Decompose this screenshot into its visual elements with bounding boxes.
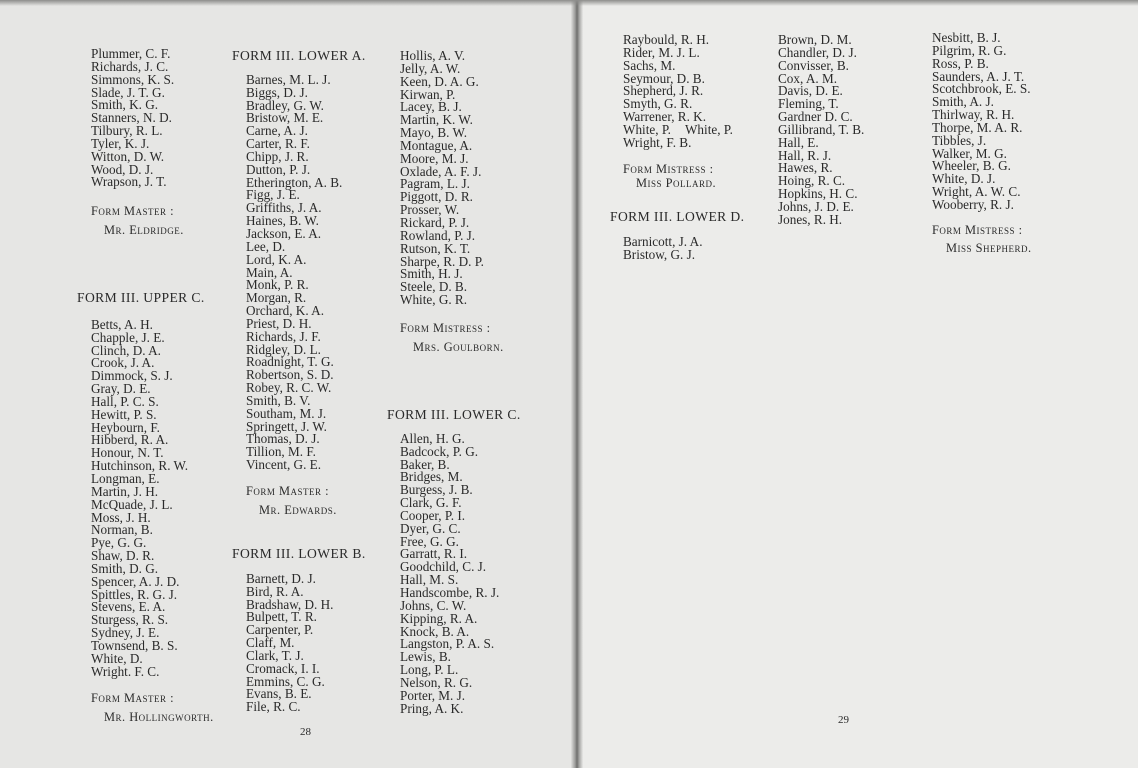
list-item: Keen, D. A. G. (400, 73, 479, 89)
list-item: File, R. C. (246, 699, 301, 715)
list-item: White, D. J. (932, 171, 996, 187)
list-item: Smyth, G. R. (623, 96, 693, 112)
name-list (77, 316, 214, 679)
list-item: Etherington, A. B. (246, 174, 343, 190)
list-item: Biggs, D. J. (246, 84, 308, 100)
form-heading: FORM III. LOWER D. (610, 209, 745, 224)
list-item: Simmons, K. S. (91, 71, 175, 87)
list-item: Dutton, P. J. (246, 161, 311, 177)
list-item: Orchard, K. A. (246, 303, 325, 319)
list-item: Morgan, R. (246, 290, 307, 306)
list-item: Montague, A. (400, 137, 473, 153)
list-item: Sturgess, R. S. (91, 612, 169, 628)
list-item: Nesbitt, B. J. (932, 30, 1001, 45)
list-item: Witton, D. W. (91, 148, 165, 164)
list-item: Burgess, J. B. (400, 482, 473, 498)
list-item: Wright, A. W. C. (932, 184, 1021, 200)
name-list (623, 134, 733, 150)
list-item: Bristow, M. E. (246, 110, 324, 126)
form-master-label: Form Master : (246, 484, 330, 498)
list-item: Pilgrim, R. G. (932, 42, 1007, 58)
list-item: Martin, K. W. (400, 112, 473, 128)
form-mistress-name: Miss Pollard. (636, 176, 717, 191)
list-item: Free, G. G. (400, 533, 459, 549)
list-item: Walker, M. G. (932, 145, 1007, 161)
list-item: Smith, D. G. (91, 560, 159, 576)
list-item: Plummer, C. F. (91, 46, 171, 61)
list-item: Long, P. L. (400, 662, 459, 678)
list-item: Cox, A. M. (778, 70, 837, 86)
left-col-3b (387, 409, 521, 715)
list-item: White, P. White, P. (623, 121, 733, 137)
right-col-1b (610, 211, 744, 262)
list-item: Langston, P. A. S. (400, 636, 495, 652)
list-item: Wrapson, J. T. (91, 174, 167, 190)
list-item: Emmins, C. G. (246, 673, 325, 689)
list-item: Robertson, S. D. (246, 367, 334, 383)
list-item: Piggott, D. R. (400, 189, 473, 205)
name-list (91, 48, 184, 189)
page-top-edge (0, 0, 1138, 6)
list-item: Knock, B. A. (400, 623, 470, 639)
left-col-2b (232, 548, 366, 714)
list-item: Griffiths, J. A. (246, 200, 322, 216)
list-item: Ross, P. B. (932, 55, 989, 71)
right-col-2 (778, 34, 864, 227)
name-list (778, 34, 864, 227)
list-item: Lord, K. A. (246, 251, 307, 267)
list-item: Jelly, A. W. (400, 60, 461, 76)
form-heading: FORM III. LOWER C. (387, 407, 521, 422)
list-item: Moore, M. J. (400, 150, 469, 166)
list-item: Davis, D. E. (778, 83, 843, 99)
list-item: Rowland, P. J. (400, 227, 476, 243)
form-mistress-label: Form Mistress : (623, 161, 714, 176)
list-item: Sachs, M. (623, 57, 676, 73)
list-item: Carter, R. F. (246, 136, 310, 152)
form-mistress-label: Form Mistress : (932, 222, 1023, 237)
list-item: Richards, J. C. (91, 58, 169, 74)
list-item: Hibberd, R. A. (91, 432, 169, 448)
list-item: Mayo, B. W. (400, 125, 468, 141)
list-item: Hawes, R. (778, 160, 833, 176)
list-item: Hall, M. S. (400, 572, 459, 588)
list-item: Pagram, L. J. (400, 176, 470, 192)
list-item: McQuade, J. L. (91, 496, 173, 512)
page-number: 29 (838, 714, 849, 726)
name-list (232, 71, 366, 473)
list-item: Smith, B. V. (246, 392, 311, 408)
list-item: Sydney, J. E. (91, 625, 160, 641)
list-item: Bristow, G. J. (623, 246, 696, 262)
list-item: Ridgley, D. L. (246, 341, 321, 357)
form-heading: FORM III. LOWER B. (232, 546, 366, 561)
list-item: Bradshaw, D. H. (246, 596, 334, 612)
list-item: Goodchild, C. J. (400, 559, 487, 575)
list-item: Raybould, R. H. (623, 32, 710, 47)
list-item: Brown, D. M. (778, 32, 852, 47)
list-item: Jones, R. H. (778, 211, 843, 227)
list-item: Johns, C. W. (400, 597, 467, 613)
list-item: Clark, T. J. (246, 647, 304, 663)
list-item: Shaw, D. R. (91, 548, 155, 564)
list-item: Scotchbrook, E. S. (932, 81, 1031, 97)
list-item: Oxlade, A. F. J. (400, 163, 482, 179)
list-item: Carpenter, P. (246, 622, 314, 638)
list-item: Main, A. (246, 264, 293, 280)
name-list (232, 570, 366, 715)
left-col-1 (91, 48, 184, 237)
list-item: Badcock, P. G. (400, 443, 479, 459)
list-item: Barnes, M. L. J. (246, 71, 331, 87)
name-list (610, 233, 744, 262)
list-item: Wooberry, R. J. (932, 196, 1014, 212)
list-item: White, D. (91, 650, 143, 666)
list-item: Tibbles, J. (932, 132, 987, 148)
list-item: Pye, G. G. (91, 535, 147, 551)
list-item: Vincent, G. E. (246, 457, 322, 473)
list-item: Monk, P. R. (246, 277, 309, 293)
list-item: Honour, N. T. (91, 445, 164, 461)
list-item: Porter, M. J. (400, 687, 466, 703)
form-heading: FORM III. LOWER A. (232, 48, 366, 63)
list-item: Stevens, E. A. (91, 599, 166, 615)
form-master-name: Mr. Eldridge. (104, 223, 184, 238)
list-item: Norman, B. (91, 522, 153, 538)
list-item: Clinch, D. A. (91, 342, 161, 358)
name-list (400, 50, 504, 307)
list-item: Kipping, R. A. (400, 610, 478, 626)
right-col-1 (623, 34, 733, 190)
list-item: Smith, K. G. (91, 97, 159, 113)
name-list (387, 430, 521, 716)
list-item: Allen, H. G. (400, 430, 465, 446)
list-item: Stanners, N. D. (91, 110, 172, 126)
list-item: Bird, R. A. (246, 583, 304, 599)
list-item: Saunders, A. J. T. (932, 68, 1025, 84)
list-item: Pring, A. K. (400, 700, 464, 716)
list-item: Wheeler, B. G. (932, 158, 1011, 174)
list-item: Kirwan, P. (400, 86, 456, 102)
list-item: Heybourn, F. (91, 419, 160, 435)
list-item: Barnett, D. J. (246, 570, 316, 586)
list-item: Prosser, W. (400, 202, 460, 218)
list-item: Chipp, J. R. (246, 148, 309, 164)
list-item: Seymour, D. B. (623, 70, 705, 86)
list-item: Gillibrand, T. B. (778, 121, 865, 137)
form-heading: FORM III. UPPER C. (77, 290, 205, 305)
list-item: Rider, M. J. L. (623, 44, 700, 60)
list-item: White, G. R. (400, 292, 468, 308)
list-item: Tilbury, R. L. (91, 123, 163, 139)
list-item: Hall, E. (778, 134, 819, 150)
form-master-name: Mr. Hollingworth. (104, 710, 214, 725)
list-item: Priest, D. H. (246, 315, 312, 331)
list-item: Bulpett, T. R. (246, 609, 317, 625)
list-item: Hoing, R. C. (778, 173, 846, 189)
list-item: Johns, J. D. E. (778, 198, 854, 214)
list-item: Thorpe, M. A. R. (932, 119, 1023, 135)
left-col-1b (77, 292, 214, 724)
list-item: Steele, D. B. (400, 279, 468, 295)
list-item: Hall, P. C. S. (91, 393, 159, 409)
form-mistress-name: Miss Shepherd. (946, 240, 1032, 255)
form-master-label: Form Master : (91, 204, 175, 219)
list-item: Tyler, K. J. (91, 135, 150, 151)
list-item: Tillion, M. F. (246, 444, 316, 460)
list-item: Thomas, D. J. (246, 431, 320, 447)
list-item: Warrener, R. K. (623, 109, 706, 125)
list-item: Wright, F. B. (623, 134, 692, 150)
list-item: Lacey, B. J. (400, 99, 462, 115)
list-item: Wright. F. C. (91, 663, 160, 679)
list-item: Roadnight, T. G. (246, 354, 334, 370)
list-item: Betts, A. H. (91, 316, 153, 332)
name-list (932, 32, 1032, 212)
page-number: 28 (300, 726, 311, 738)
list-item: Hollis, A. V. (400, 48, 466, 63)
list-item: Garratt, R. I. (400, 546, 468, 562)
list-item: Handscombe, R. J. (400, 584, 500, 600)
list-item: Carne, A. J. (246, 123, 308, 139)
list-item: Sharpe, R. D. P. (400, 253, 484, 269)
list-item: Shepherd, J. R. (623, 83, 704, 99)
list-item: Hall, R. J. (778, 147, 832, 163)
list-item: Cromack, I. I. (246, 660, 320, 676)
list-item: Thirlway, R. H. (932, 107, 1015, 123)
list-item: Dimmock, S. J. (91, 368, 173, 384)
list-item: Smith, A. J. (932, 94, 994, 110)
list-item: Nelson, R. G. (400, 674, 473, 690)
list-item: Bradley, G. W. (246, 97, 324, 113)
list-item: Spittles, R. G. J. (91, 586, 178, 602)
list-item: Richards, J. F. (246, 328, 321, 344)
list-item: Baker, B. (400, 456, 450, 472)
list-item: Dyer, G. C. (400, 520, 461, 536)
list-item: Southam, M. J. (246, 405, 327, 421)
list-item: Moss, J. H. (91, 509, 151, 525)
list-item: Hutchinson, R. W. (91, 458, 189, 474)
list-item: Rutson, K. T. (400, 240, 471, 256)
list-item: Rickard, P. J. (400, 214, 470, 230)
list-item: Chandler, D. J. (778, 44, 857, 60)
list-item: Townsend, B. S. (91, 637, 178, 653)
list-item: Hewitt, P. S. (91, 406, 157, 422)
list-item: Lewis, B. (400, 649, 451, 665)
book-gutter (571, 0, 583, 768)
list-item: Longman, E. (91, 470, 160, 486)
list-item: Evans, B. E. (246, 686, 312, 702)
list-item: Crook, J. A. (91, 355, 155, 371)
form-master-label: Form Master : (91, 691, 175, 706)
form-mistress-label: Form Mistress : (400, 320, 491, 335)
list-item: Martin, J. H. (91, 483, 159, 499)
list-item: Cooper, P. I. (400, 507, 466, 523)
list-item: Springett, J. W. (246, 418, 327, 434)
list-item: Figg, J. E. (246, 187, 300, 203)
list-item: Chapple, J. E. (91, 329, 165, 345)
list-item: Claff, M. (246, 635, 295, 651)
list-item: Bridges, M. (400, 469, 463, 485)
list-item: Gray, D. E. (91, 381, 151, 397)
list-item: Spencer, A. J. D. (91, 573, 180, 589)
list-item: Lee, D. (246, 238, 286, 254)
right-col-3 (932, 32, 1032, 255)
list-item: Barnicott, J. A. (623, 233, 703, 249)
form-master-name: Mr. Edwards. (259, 502, 337, 517)
left-col-3 (400, 50, 504, 354)
list-item: Gardner D. C. (778, 109, 853, 125)
left-col-2 (232, 50, 366, 517)
list-item: Slade, J. T. G. (91, 84, 165, 100)
list-item: Hopkins, H. C. (778, 186, 858, 202)
list-item: Haines, B. W. (246, 213, 319, 229)
list-item: Jackson, E. A. (246, 225, 322, 241)
list-item: Wood, D. J. (91, 161, 154, 177)
name-list (623, 34, 733, 124)
list-item: Fleming, T. (778, 96, 839, 112)
list-item: Robey, R. C. W. (246, 380, 332, 396)
list-item: Smith, H. J. (400, 266, 463, 282)
list-item: Clark, G. F. (400, 495, 462, 511)
form-mistress-name: Mrs. Goulborn. (413, 339, 504, 354)
list-item: Convisser, B. (778, 57, 849, 73)
